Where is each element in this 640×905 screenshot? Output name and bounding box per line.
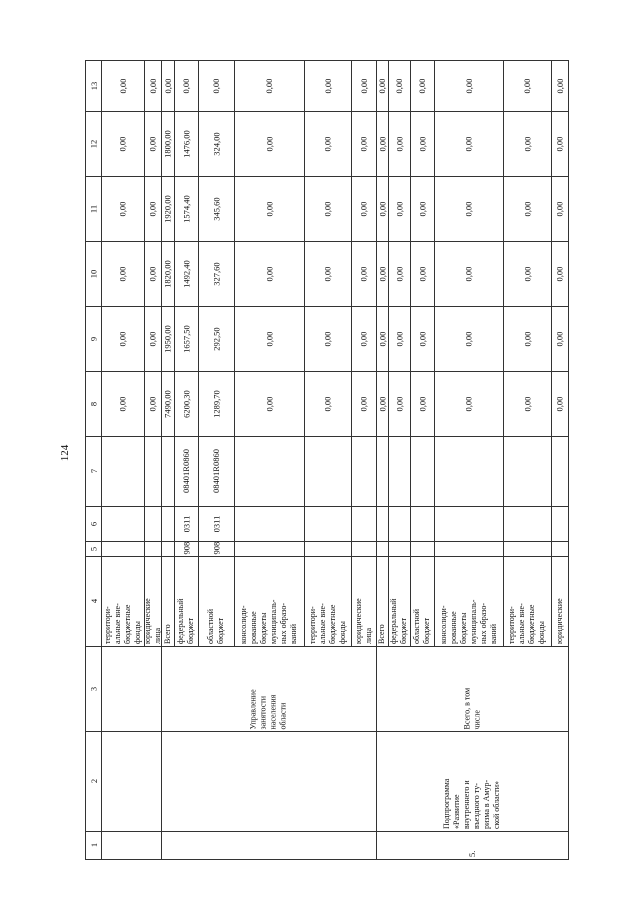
rz-code: 0311 — [211, 515, 221, 532]
row2-value: 0,00 — [147, 78, 158, 94]
subprogram-row-value: 0,00 — [522, 266, 532, 281]
upravlenie-row-value: 0,00 — [162, 78, 173, 94]
upravlenie-row-value: 0,00 — [211, 78, 221, 94]
subprogram-row-value: 0,00 — [463, 331, 474, 346]
column-number-10: 10 — [88, 269, 99, 278]
subprogram-row-value: 0,00 — [417, 331, 427, 346]
column-divider — [86, 306, 568, 307]
upravlenie-row-value: 0,00 — [322, 201, 333, 216]
row2-value: 0,00 — [147, 266, 158, 281]
upravlenie-row-value: 1920,00 — [162, 194, 173, 223]
subprogram-row-value: 0,00 — [394, 201, 404, 216]
subprogram-row-value: 0,00 — [417, 266, 427, 281]
row-divider — [434, 61, 435, 646]
subprogram-row-value: 0,00 — [377, 396, 387, 411]
upravlenie-row-value: 1289,70 — [211, 389, 221, 418]
row-divider — [234, 61, 235, 646]
subprogram-row-value: 0,00 — [377, 266, 387, 281]
upravlenie-row-value: 0,00 — [322, 78, 333, 94]
upravlenie-row-value: 1820,00 — [162, 259, 173, 288]
rz-code: 0311 — [181, 515, 191, 532]
row1-value: 0,00 — [117, 266, 128, 281]
csr-code: 08401R0860 — [181, 449, 191, 493]
subprogram-row-value: 0,00 — [463, 78, 474, 94]
column-divider — [86, 176, 568, 177]
subprogram-row-value: 0,00 — [394, 396, 404, 411]
row1-value: 0,00 — [117, 331, 128, 346]
executor-label: Всего, в том числе — [462, 687, 481, 729]
source-label: территори- альные вне- бюджетные фонды — [102, 603, 142, 644]
row1-value: 0,00 — [117, 396, 128, 411]
row2-value: 0,00 — [147, 201, 158, 216]
page-number: 124 — [59, 444, 71, 462]
subprogram-row-value: 0,00 — [417, 201, 427, 216]
subprogram-row-value: 0,00 — [554, 266, 565, 281]
row-divider — [503, 61, 504, 646]
subprogram-row-value: 0,00 — [522, 78, 532, 94]
subprogram-row-value: 0,00 — [394, 331, 404, 346]
subprogram-row-value: 0,00 — [554, 201, 565, 216]
column-divider — [86, 731, 568, 732]
upravlenie-row-value: 1657,50 — [181, 324, 191, 353]
subprogram-row-value: 0,00 — [554, 136, 565, 151]
subprogram-row-value: 0,00 — [522, 136, 532, 151]
subprogram-row-value: 0,00 — [554, 331, 565, 346]
upravlenie-row-value: 6200,30 — [181, 389, 191, 418]
row-divider — [304, 61, 305, 646]
source-label: юридические лица — [353, 598, 373, 644]
column-number-6: 6 — [88, 521, 99, 526]
subprogram-row-value: 0,00 — [417, 136, 427, 151]
upravlenie-row-value: 0,00 — [264, 331, 274, 346]
upravlenie-row-value: 0,00 — [264, 78, 274, 94]
source-label: территори- альные вне- бюджетные фонды — [307, 603, 347, 644]
subprogram-row-value: 0,00 — [463, 136, 474, 151]
subprogram-row-value: 0,00 — [463, 266, 474, 281]
upravlenie-row-value: 1492,40 — [181, 259, 191, 288]
source-label: юридические лица — [142, 598, 162, 644]
upravlenie-row-value: 0,00 — [358, 201, 369, 216]
subprogram-row-value: 0,00 — [394, 78, 404, 94]
upravlenie-row-value: 0,00 — [358, 396, 369, 411]
subprogram-row-value: 0,00 — [463, 396, 474, 411]
row2-value: 0,00 — [147, 331, 158, 346]
column-number-2: 2 — [88, 778, 99, 784]
subprogram-row-value: 0,00 — [417, 396, 427, 411]
upravlenie-row-value: 0,00 — [358, 78, 369, 94]
column-number-9: 9 — [88, 336, 99, 341]
subprogram-row-value: 0,00 — [522, 396, 532, 411]
upravlenie-row-value: 1800,00 — [162, 129, 173, 158]
subprogram-row-value: 0,00 — [377, 136, 387, 151]
column-divider — [86, 371, 568, 372]
upravlenie-row-value: 0,00 — [322, 331, 333, 346]
upravlenie-row-value: 0,00 — [264, 136, 274, 151]
subprogram-row-value: 0,00 — [554, 396, 565, 411]
upravlenie-row-value: 1950,00 — [162, 324, 173, 353]
upravlenie-row-value: 1574,40 — [181, 194, 191, 223]
row-divider — [351, 61, 352, 646]
upravlenie-row-value: 0,00 — [358, 136, 369, 151]
grbs-code: 908 — [211, 541, 221, 554]
upravlenie-row-value: 292,50 — [211, 326, 221, 351]
upravlenie-row-value: 0,00 — [264, 396, 274, 411]
row-divider — [174, 61, 175, 646]
column-number-12: 12 — [88, 139, 99, 148]
budget-table — [85, 60, 569, 860]
grbs-code: 908 — [181, 541, 191, 554]
upravlenie-row-value: 7490,00 — [162, 389, 173, 418]
column-number-4: 4 — [88, 598, 99, 604]
upravlenie-row-value: 0,00 — [264, 201, 274, 216]
column-divider — [86, 241, 568, 242]
upravlenie-row-value: 0,00 — [322, 136, 333, 151]
column-divider — [86, 646, 568, 647]
column-divider — [86, 506, 568, 507]
row-number: 5. — [467, 850, 477, 857]
row2-value: 0,00 — [147, 136, 158, 151]
source-label: федеральный бюджет — [389, 598, 408, 644]
row1-value: 0,00 — [117, 201, 128, 216]
upravlenie-row-value: 1476,00 — [181, 129, 191, 158]
source-label: консолиди- рованные бюджеты муниципаль- ных образо- ваний — [239, 599, 298, 644]
subprogram-row-value: 0,00 — [377, 201, 387, 216]
subprogram-row-value: 0,00 — [377, 331, 387, 346]
column-number-1: 1 — [88, 842, 99, 848]
source-label: Всего — [162, 624, 172, 644]
row-divider — [410, 61, 411, 646]
source-label: территори- альные вне- бюджетные фонды — [507, 603, 546, 644]
upravlenie-row-value: 0,00 — [264, 266, 274, 281]
upravlenie-row-value: 327,60 — [211, 261, 221, 286]
source-label: Всего — [377, 624, 386, 644]
source-label: областной бюджет — [206, 608, 225, 644]
row-divider — [101, 61, 102, 859]
upravlenie-row-value: 0,00 — [358, 266, 369, 281]
column-number-7: 7 — [88, 468, 99, 474]
row-divider — [198, 61, 199, 646]
column-divider — [86, 556, 568, 557]
subprogram-row-value: 0,00 — [394, 136, 404, 151]
subprogram-name: Подпрограмма «Развитие внутреннего и въездного ту- ризма в Амур- ской области» — [442, 778, 501, 829]
subprogram-row-value: 0,00 — [463, 201, 474, 216]
column-number-8: 8 — [88, 401, 99, 406]
subprogram-row-value: 0,00 — [522, 331, 532, 346]
row1-value: 0,00 — [117, 78, 128, 94]
column-divider — [86, 436, 568, 437]
column-divider — [86, 831, 568, 832]
source-label: консолиди- рованные бюджеты муниципаль- ных образо- ваний — [438, 599, 498, 644]
column-number-11: 11 — [88, 204, 99, 213]
upravlenie-row-value: 0,00 — [322, 266, 333, 281]
row-divider — [551, 61, 552, 646]
column-number-5: 5 — [88, 546, 99, 551]
upravlenie-row-value: 0,00 — [181, 78, 191, 94]
column-divider — [86, 111, 568, 112]
column-divider — [86, 541, 568, 542]
subprogram-row-value: 0,00 — [554, 78, 565, 94]
row1-value: 0,00 — [117, 136, 128, 151]
upravlenie-row-value: 0,00 — [358, 331, 369, 346]
subprogram-row-value: 0,00 — [417, 78, 427, 94]
source-label: областной бюджет — [412, 608, 431, 644]
column-number-13: 13 — [88, 81, 99, 91]
executor-label: Управление занятости населения области — [248, 688, 288, 729]
subprogram-row-value: 0,00 — [394, 266, 404, 281]
source-label: юридические — [554, 598, 564, 644]
csr-code: 08401R0860 — [211, 449, 221, 493]
subprogram-row-value: 0,00 — [522, 201, 532, 216]
row2-value: 0,00 — [147, 396, 158, 411]
upravlenie-row-value: 0,00 — [322, 396, 333, 411]
upravlenie-row-value: 324,00 — [211, 131, 221, 156]
column-number-3: 3 — [88, 686, 99, 691]
subprogram-row-value: 0,00 — [377, 78, 387, 94]
source-label: федеральный бюджет — [176, 598, 195, 644]
upravlenie-row-value: 345,60 — [211, 196, 221, 221]
